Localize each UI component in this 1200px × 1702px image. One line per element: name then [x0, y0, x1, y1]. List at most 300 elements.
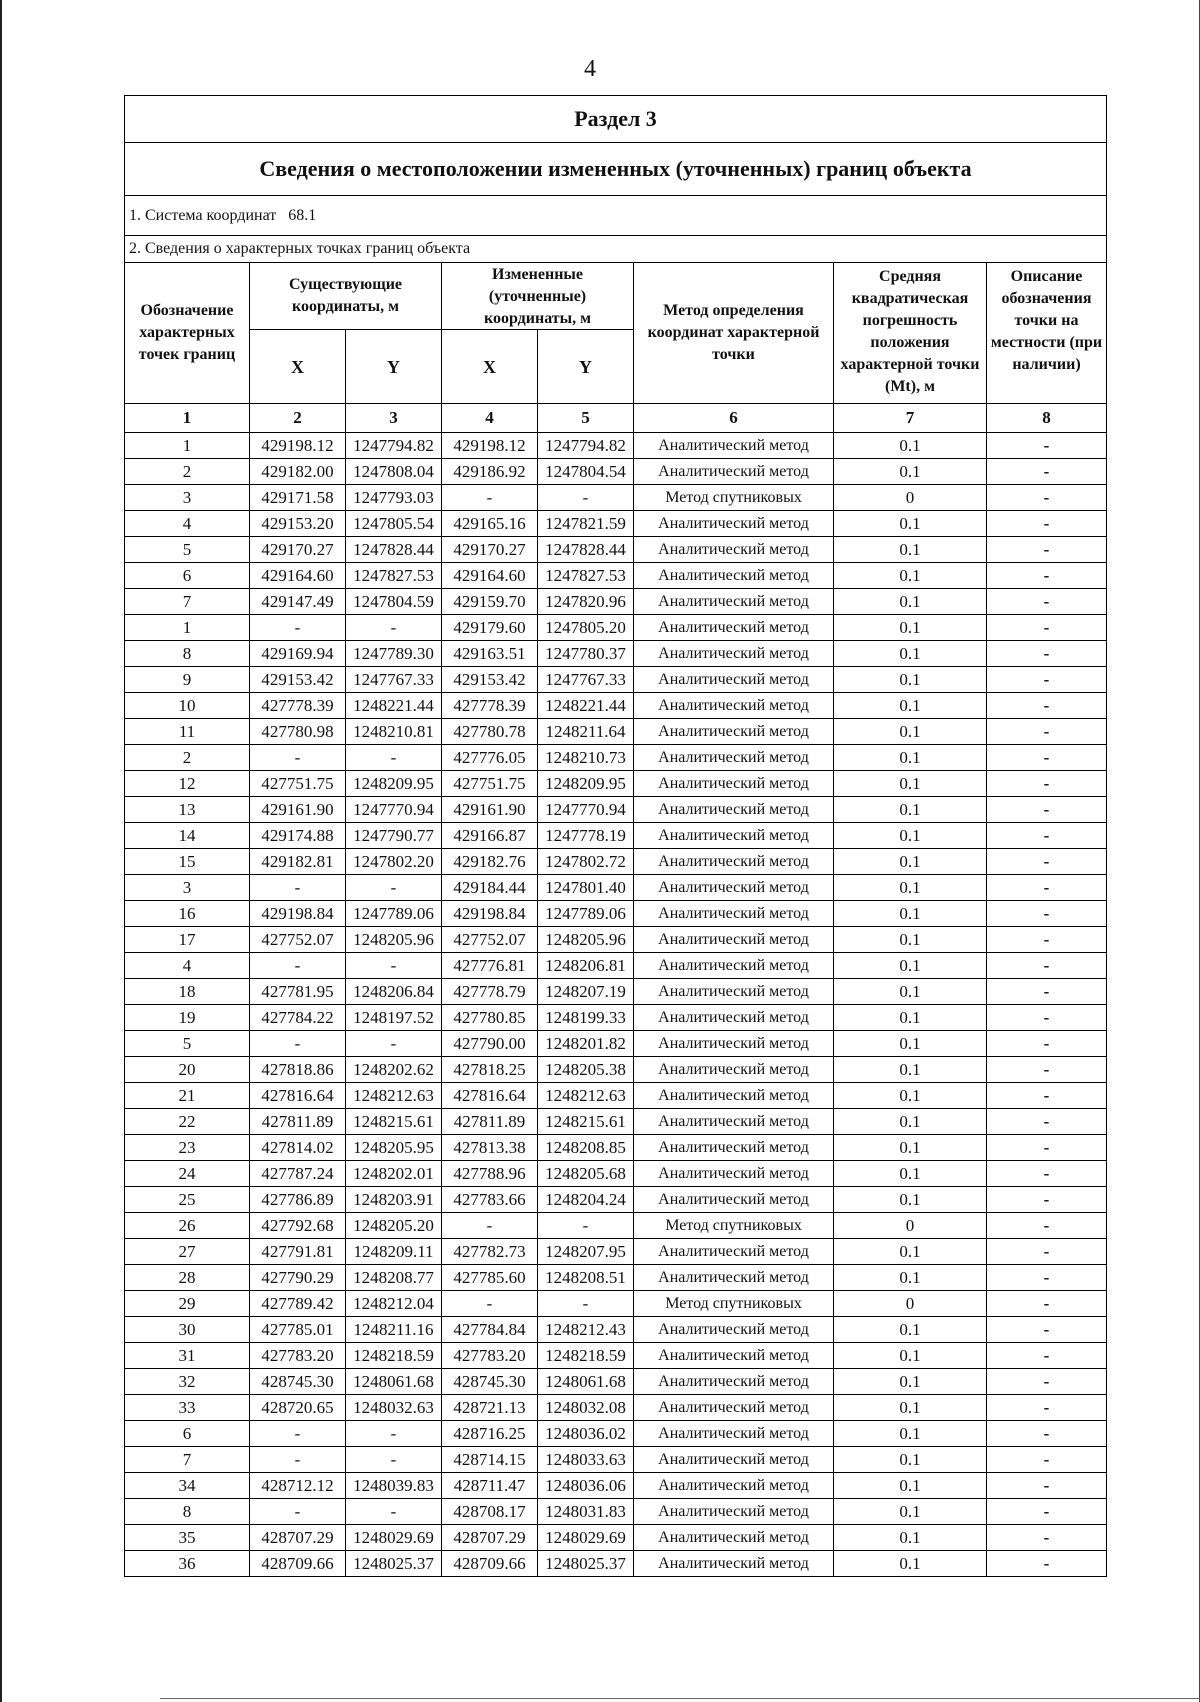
table-row — [125, 1525, 1107, 1551]
existing-x-cell: 429153.20 — [250, 511, 346, 537]
changed-x-cell: 429166.87 — [442, 823, 538, 849]
changed-x-cell: 427816.64 — [442, 1083, 538, 1109]
changed-y-cell: 1248209.95 — [538, 771, 634, 797]
existing-x-cell: 427780.98 — [250, 719, 346, 745]
header-changed — [442, 263, 634, 330]
changed-x-cell: 427783.66 — [442, 1187, 538, 1213]
method-cell: Аналитический метод — [634, 875, 834, 901]
method-cell: Аналитический метод — [634, 589, 834, 615]
changed-y-cell: 1248029.69 — [538, 1525, 634, 1551]
existing-x-cell: 429171.58 — [250, 485, 346, 511]
existing-x-cell: - — [250, 953, 346, 979]
point-id-cell: 24 — [125, 1161, 250, 1187]
description-cell: - — [987, 823, 1107, 849]
method-cell: Аналитический метод — [634, 1551, 834, 1577]
error-cell: 0.1 — [834, 1343, 987, 1369]
changed-x-cell: 428721.13 — [442, 1395, 538, 1421]
error-cell: 0.1 — [834, 1525, 987, 1551]
header-existing: Существующие координаты, м — [250, 263, 442, 330]
changed-y-cell: 1248032.08 — [538, 1395, 634, 1421]
existing-x-cell: 429182.00 — [250, 459, 346, 485]
changed-x-cell: 427776.05 — [442, 745, 538, 771]
description-cell: - — [987, 1057, 1107, 1083]
changed-y-cell: 1247794.82 — [538, 433, 634, 459]
description-cell: - — [987, 1187, 1107, 1213]
existing-y-cell: 1247789.30 — [346, 641, 442, 667]
error-cell: 0.1 — [834, 1265, 987, 1291]
existing-x-cell: 428707.29 — [250, 1525, 346, 1551]
table-row — [125, 1499, 1107, 1525]
changed-y-cell: 1248036.02 — [538, 1421, 634, 1447]
description-cell: - — [987, 1369, 1107, 1395]
header-changed-text: Измененные (уточненные) координаты, м — [483, 266, 592, 328]
point-id-cell: 3 — [125, 485, 250, 511]
error-cell: 0.1 — [834, 849, 987, 875]
header-changed-x: X — [442, 330, 538, 404]
description-cell: - — [987, 1083, 1107, 1109]
point-id-cell: 2 — [125, 745, 250, 771]
point-id-cell: 12 — [125, 771, 250, 797]
error-cell: 0.1 — [834, 745, 987, 771]
existing-x-cell: 427784.22 — [250, 1005, 346, 1031]
existing-y-cell: 1247770.94 — [346, 797, 442, 823]
existing-y-cell: - — [346, 1031, 442, 1057]
changed-y-cell: - — [538, 1291, 634, 1317]
changed-x-cell: 429161.90 — [442, 797, 538, 823]
existing-x-cell: 429198.84 — [250, 901, 346, 927]
changed-y-cell: 1248036.06 — [538, 1473, 634, 1499]
existing-y-cell: 1248205.20 — [346, 1213, 442, 1239]
method-cell: Аналитический метод — [634, 1057, 834, 1083]
existing-x-cell: 429182.81 — [250, 849, 346, 875]
table-row — [125, 823, 1107, 849]
existing-x-cell: 429164.60 — [250, 563, 346, 589]
existing-x-cell: 427783.20 — [250, 1343, 346, 1369]
existing-y-cell: 1248215.61 — [346, 1109, 442, 1135]
error-cell: 0.1 — [834, 927, 987, 953]
description-cell: - — [987, 1213, 1107, 1239]
header-description — [987, 263, 1107, 404]
changed-x-cell: 428707.29 — [442, 1525, 538, 1551]
point-id-cell: 6 — [125, 563, 250, 589]
column-number: 1 — [125, 404, 250, 433]
point-id-cell: 3 — [125, 875, 250, 901]
method-cell: Аналитический метод — [634, 459, 834, 485]
description-cell: - — [987, 1395, 1107, 1421]
points-table — [124, 95, 1107, 1577]
point-id-cell: 7 — [125, 1447, 250, 1473]
description-cell: - — [987, 1473, 1107, 1499]
point-id-cell: 29 — [125, 1291, 250, 1317]
changed-y-cell: 1248221.44 — [538, 693, 634, 719]
points-section-label: 2. Сведения о характерных точках границ объекта — [125, 236, 1107, 263]
description-cell: - — [987, 1291, 1107, 1317]
changed-y-cell: 1247820.96 — [538, 589, 634, 615]
section-heading: Раздел 3 — [125, 96, 1107, 143]
table-row — [125, 1005, 1107, 1031]
description-cell: - — [987, 1421, 1107, 1447]
point-id-cell: 8 — [125, 641, 250, 667]
error-cell: 0.1 — [834, 1499, 987, 1525]
changed-x-cell: 427784.84 — [442, 1317, 538, 1343]
point-id-cell: 18 — [125, 979, 250, 1005]
point-id-cell: 6 — [125, 1421, 250, 1447]
method-cell: Аналитический метод — [634, 719, 834, 745]
description-cell: - — [987, 641, 1107, 667]
existing-y-cell: - — [346, 615, 442, 641]
changed-x-cell: 427783.20 — [442, 1343, 538, 1369]
point-id-cell: 4 — [125, 953, 250, 979]
error-cell: 0.1 — [834, 771, 987, 797]
point-id-cell: 14 — [125, 823, 250, 849]
point-id-cell: 9 — [125, 667, 250, 693]
description-cell: - — [987, 1161, 1107, 1187]
existing-x-cell: 427814.02 — [250, 1135, 346, 1161]
description-cell: - — [987, 875, 1107, 901]
existing-x-cell: 429147.49 — [250, 589, 346, 615]
changed-y-cell: 1248204.24 — [538, 1187, 634, 1213]
table-row — [125, 1135, 1107, 1161]
changed-y-cell: 1247805.20 — [538, 615, 634, 641]
description-cell: - — [987, 1447, 1107, 1473]
existing-x-cell: 427785.01 — [250, 1317, 346, 1343]
table-row — [125, 745, 1107, 771]
existing-y-cell: 1248203.91 — [346, 1187, 442, 1213]
existing-y-cell: 1247789.06 — [346, 901, 442, 927]
method-cell: Аналитический метод — [634, 953, 834, 979]
points-table-body — [125, 433, 1107, 1577]
changed-y-cell: 1248207.95 — [538, 1239, 634, 1265]
description-cell: - — [987, 589, 1107, 615]
column-number: 5 — [538, 404, 634, 433]
changed-y-cell: 1248205.96 — [538, 927, 634, 953]
method-cell: Аналитический метод — [634, 1031, 834, 1057]
error-cell: 0.1 — [834, 641, 987, 667]
method-cell: Аналитический метод — [634, 797, 834, 823]
existing-x-cell: - — [250, 745, 346, 771]
column-number: 8 — [987, 404, 1107, 433]
point-id-cell: 33 — [125, 1395, 250, 1421]
existing-x-cell: 429170.27 — [250, 537, 346, 563]
point-id-cell: 7 — [125, 589, 250, 615]
point-id-cell: 27 — [125, 1239, 250, 1265]
point-id-cell: 34 — [125, 1473, 250, 1499]
existing-y-cell: 1248202.62 — [346, 1057, 442, 1083]
description-cell: - — [987, 771, 1107, 797]
point-id-cell: 19 — [125, 1005, 250, 1031]
method-cell: Аналитический метод — [634, 771, 834, 797]
existing-x-cell: - — [250, 875, 346, 901]
table-row — [125, 979, 1107, 1005]
existing-y-cell: 1248210.81 — [346, 719, 442, 745]
existing-y-cell: 1248221.44 — [346, 693, 442, 719]
existing-y-cell: 1248208.77 — [346, 1265, 442, 1291]
description-cell: - — [987, 511, 1107, 537]
point-id-cell: 16 — [125, 901, 250, 927]
error-cell: 0.1 — [834, 1317, 987, 1343]
document-sheet — [124, 95, 1106, 1577]
table-row — [125, 537, 1107, 563]
changed-x-cell: 427818.25 — [442, 1057, 538, 1083]
error-cell: 0.1 — [834, 1109, 987, 1135]
changed-y-cell: - — [538, 1213, 634, 1239]
changed-x-cell: 429163.51 — [442, 641, 538, 667]
table-row — [125, 1187, 1107, 1213]
error-cell: 0.1 — [834, 719, 987, 745]
table-row — [125, 797, 1107, 823]
changed-x-cell: 429198.12 — [442, 433, 538, 459]
table-row — [125, 1291, 1107, 1317]
existing-x-cell: 427791.81 — [250, 1239, 346, 1265]
changed-x-cell: 427780.78 — [442, 719, 538, 745]
point-id-cell: 23 — [125, 1135, 250, 1161]
method-cell: Аналитический метод — [634, 563, 834, 589]
existing-y-cell: 1248025.37 — [346, 1551, 442, 1577]
description-cell: - — [987, 1135, 1107, 1161]
existing-y-cell: 1248039.83 — [346, 1473, 442, 1499]
changed-x-cell: 428711.47 — [442, 1473, 538, 1499]
error-cell: 0.1 — [834, 667, 987, 693]
existing-y-cell: - — [346, 875, 442, 901]
changed-y-cell: 1248061.68 — [538, 1369, 634, 1395]
existing-x-cell: - — [250, 1421, 346, 1447]
changed-x-cell: 429170.27 — [442, 537, 538, 563]
existing-x-cell: 428709.66 — [250, 1551, 346, 1577]
table-row — [125, 1161, 1107, 1187]
description-cell: - — [987, 953, 1107, 979]
existing-x-cell: 427752.07 — [250, 927, 346, 953]
description-cell: - — [987, 1005, 1107, 1031]
changed-x-cell: 427785.60 — [442, 1265, 538, 1291]
description-cell: - — [987, 667, 1107, 693]
table-row — [125, 433, 1107, 459]
changed-x-cell: 429182.76 — [442, 849, 538, 875]
existing-y-cell: 1248032.63 — [346, 1395, 442, 1421]
header-method: Метод определения координат характерной точки — [634, 263, 834, 404]
method-cell: Аналитический метод — [634, 1447, 834, 1473]
existing-y-cell: 1247828.44 — [346, 537, 442, 563]
existing-y-cell: 1248211.16 — [346, 1317, 442, 1343]
method-cell: Аналитический метод — [634, 641, 834, 667]
existing-y-cell: 1248205.95 — [346, 1135, 442, 1161]
changed-y-cell: 1248210.73 — [538, 745, 634, 771]
page-number: 4 — [584, 56, 596, 82]
error-cell: 0.1 — [834, 1031, 987, 1057]
changed-y-cell: 1247767.33 — [538, 667, 634, 693]
existing-x-cell: 427816.64 — [250, 1083, 346, 1109]
changed-y-cell: 1248218.59 — [538, 1343, 634, 1369]
existing-y-cell: 1248205.96 — [346, 927, 442, 953]
table-row — [125, 589, 1107, 615]
existing-y-cell: 1247804.59 — [346, 589, 442, 615]
existing-x-cell: 427787.24 — [250, 1161, 346, 1187]
error-cell: 0 — [834, 1291, 987, 1317]
description-cell: - — [987, 1525, 1107, 1551]
method-cell: Аналитический метод — [634, 1369, 834, 1395]
changed-x-cell: 427811.89 — [442, 1109, 538, 1135]
description-cell: - — [987, 1499, 1107, 1525]
changed-x-cell: 428708.17 — [442, 1499, 538, 1525]
existing-x-cell: - — [250, 1031, 346, 1057]
table-row — [125, 875, 1107, 901]
changed-y-cell: 1248207.19 — [538, 979, 634, 1005]
point-id-cell: 13 — [125, 797, 250, 823]
existing-y-cell: 1248209.95 — [346, 771, 442, 797]
table-row — [125, 1083, 1107, 1109]
scan-edge-bottom — [160, 1698, 1200, 1699]
header-error — [834, 263, 987, 404]
method-cell: Аналитический метод — [634, 693, 834, 719]
table-row — [125, 485, 1107, 511]
method-cell: Аналитический метод — [634, 1187, 834, 1213]
changed-y-cell: 1248212.63 — [538, 1083, 634, 1109]
changed-y-cell: 1247780.37 — [538, 641, 634, 667]
point-id-cell: 28 — [125, 1265, 250, 1291]
column-number: 4 — [442, 404, 538, 433]
table-row — [125, 953, 1107, 979]
table-row — [125, 901, 1107, 927]
point-id-cell: 36 — [125, 1551, 250, 1577]
changed-y-cell: 1248205.68 — [538, 1161, 634, 1187]
existing-y-cell: 1247805.54 — [346, 511, 442, 537]
existing-x-cell: 427790.29 — [250, 1265, 346, 1291]
point-id-cell: 21 — [125, 1083, 250, 1109]
existing-x-cell: 429198.12 — [250, 433, 346, 459]
existing-y-cell: 1247790.77 — [346, 823, 442, 849]
error-cell: 0.1 — [834, 1161, 987, 1187]
table-row — [125, 459, 1107, 485]
existing-x-cell: - — [250, 1499, 346, 1525]
error-cell: 0.1 — [834, 1239, 987, 1265]
table-row — [125, 771, 1107, 797]
method-cell: Аналитический метод — [634, 1499, 834, 1525]
description-cell: - — [987, 719, 1107, 745]
changed-x-cell: 427788.96 — [442, 1161, 538, 1187]
method-cell: Аналитический метод — [634, 1239, 834, 1265]
existing-y-cell: 1248029.69 — [346, 1525, 442, 1551]
table-row — [125, 719, 1107, 745]
changed-x-cell: 427790.00 — [442, 1031, 538, 1057]
changed-x-cell: 428709.66 — [442, 1551, 538, 1577]
method-cell: Аналитический метод — [634, 537, 834, 563]
existing-x-cell: 428712.12 — [250, 1473, 346, 1499]
changed-x-cell: 427778.79 — [442, 979, 538, 1005]
table-row — [125, 1317, 1107, 1343]
table-row — [125, 693, 1107, 719]
changed-x-cell: 427776.81 — [442, 953, 538, 979]
table-row — [125, 1265, 1107, 1291]
table-row — [125, 849, 1107, 875]
point-id-cell: 35 — [125, 1525, 250, 1551]
existing-y-cell: 1247808.04 — [346, 459, 442, 485]
error-cell: 0.1 — [834, 1135, 987, 1161]
changed-y-cell: 1248033.63 — [538, 1447, 634, 1473]
method-cell: Аналитический метод — [634, 1395, 834, 1421]
point-id-cell: 31 — [125, 1343, 250, 1369]
existing-x-cell: 429153.42 — [250, 667, 346, 693]
existing-x-cell: 429161.90 — [250, 797, 346, 823]
error-cell: 0.1 — [834, 823, 987, 849]
method-cell: Аналитический метод — [634, 1421, 834, 1447]
point-id-cell: 5 — [125, 1031, 250, 1057]
method-cell: Аналитический метод — [634, 433, 834, 459]
point-id-cell: 4 — [125, 511, 250, 537]
column-number-row — [125, 404, 1107, 433]
point-id-cell: 26 — [125, 1213, 250, 1239]
method-cell: Аналитический метод — [634, 1083, 834, 1109]
error-cell: 0.1 — [834, 1473, 987, 1499]
changed-y-cell: 1248025.37 — [538, 1551, 634, 1577]
point-id-cell: 32 — [125, 1369, 250, 1395]
changed-x-cell: 429184.44 — [442, 875, 538, 901]
changed-y-cell: - — [538, 485, 634, 511]
method-cell: Аналитический метод — [634, 1109, 834, 1135]
existing-x-cell: - — [250, 615, 346, 641]
column-number: 6 — [634, 404, 834, 433]
error-cell: 0.1 — [834, 979, 987, 1005]
existing-x-cell: 428720.65 — [250, 1395, 346, 1421]
method-cell: Аналитический метод — [634, 1265, 834, 1291]
changed-y-cell: 1247801.40 — [538, 875, 634, 901]
error-cell: 0.1 — [834, 433, 987, 459]
existing-x-cell: 427778.39 — [250, 693, 346, 719]
error-cell: 0.1 — [834, 563, 987, 589]
changed-x-cell: 429186.92 — [442, 459, 538, 485]
changed-x-cell: - — [442, 1291, 538, 1317]
changed-y-cell: 1248211.64 — [538, 719, 634, 745]
changed-x-cell: 429153.42 — [442, 667, 538, 693]
method-cell: Аналитический метод — [634, 1161, 834, 1187]
description-cell: - — [987, 1109, 1107, 1135]
error-cell: 0.1 — [834, 875, 987, 901]
changed-y-cell: 1248201.82 — [538, 1031, 634, 1057]
table-row — [125, 667, 1107, 693]
changed-y-cell: 1248208.51 — [538, 1265, 634, 1291]
existing-x-cell: 429174.88 — [250, 823, 346, 849]
description-cell: - — [987, 849, 1107, 875]
existing-y-cell: 1248209.11 — [346, 1239, 442, 1265]
table-row — [125, 563, 1107, 589]
existing-y-cell: - — [346, 745, 442, 771]
scan-edge-left — [0, 0, 2, 1702]
coord-system-line — [125, 196, 1107, 236]
coord-system-label: 1. Система координат — [129, 206, 277, 224]
changed-x-cell: 427780.85 — [442, 1005, 538, 1031]
description-cell: - — [987, 615, 1107, 641]
table-row — [125, 1031, 1107, 1057]
method-cell: Метод спутниковых — [634, 485, 834, 511]
changed-y-cell: 1248199.33 — [538, 1005, 634, 1031]
method-cell: Аналитический метод — [634, 1343, 834, 1369]
existing-y-cell: 1248202.01 — [346, 1161, 442, 1187]
table-row — [125, 511, 1107, 537]
description-cell: - — [987, 979, 1107, 1005]
description-cell: - — [987, 745, 1107, 771]
point-id-cell: 17 — [125, 927, 250, 953]
changed-y-cell: 1247802.72 — [538, 849, 634, 875]
column-number: 2 — [250, 404, 346, 433]
error-cell: 0 — [834, 485, 987, 511]
table-row — [125, 1551, 1107, 1577]
existing-y-cell: - — [346, 1421, 442, 1447]
point-id-cell: 11 — [125, 719, 250, 745]
point-id-cell: 20 — [125, 1057, 250, 1083]
point-id-cell: 10 — [125, 693, 250, 719]
existing-x-cell: 428745.30 — [250, 1369, 346, 1395]
error-cell: 0.1 — [834, 1083, 987, 1109]
existing-y-cell: 1248197.52 — [346, 1005, 442, 1031]
changed-x-cell: 427751.75 — [442, 771, 538, 797]
